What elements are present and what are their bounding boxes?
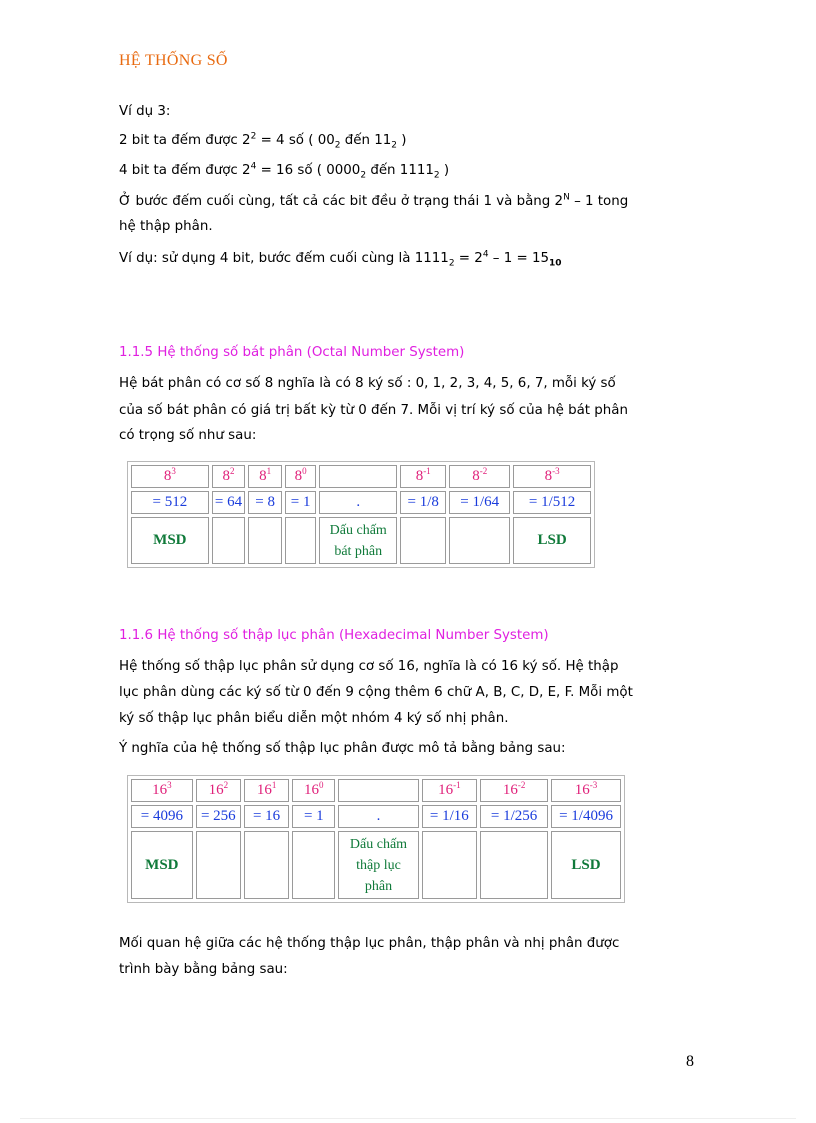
octal-weight-table <box>127 461 595 568</box>
closing-paragraph-line-2: trình bày bằng bảng sau: <box>119 962 288 977</box>
example-title: Ví dụ 3: <box>119 104 171 119</box>
example-line-usage: Ví dụ: sử dụng 4 bit, bước đếm cuối cùng là $1111_2 = 2^4 - 1 = 15_{10}$ <box>119 249 562 269</box>
closing-paragraph-line-1: Mối quan hệ giữa các hệ thống thập lục phân, thập phân và nhị phân được <box>119 936 620 951</box>
octal-paragraph-line-3: có trọng số như sau: <box>119 428 257 443</box>
power-row <box>131 465 591 488</box>
empty-cell <box>400 517 446 564</box>
power-cell: $8^0$ <box>285 465 317 488</box>
point-header-cell <box>338 779 418 802</box>
hex-paragraph-line-2: lục phân dùng các ký số từ 0 đến 9 cộng thêm 6 chữ A, B, C, D, E, F. Mỗi một <box>119 685 633 700</box>
value-cell: = 1/4096 <box>551 805 621 828</box>
power-cell: $8^{-2}$ <box>449 465 510 488</box>
value-cell: = 1 <box>292 805 335 828</box>
empty-cell <box>212 517 246 564</box>
empty-cell <box>422 831 478 899</box>
value-cell: = 16 <box>244 805 289 828</box>
empty-cell <box>248 517 282 564</box>
msd-label: MSD <box>131 517 209 564</box>
hex-weight-table <box>127 775 625 903</box>
power-cell: $16^3$ <box>131 779 193 802</box>
value-cell: = 1 <box>285 491 317 514</box>
value-cell: = 512 <box>131 491 209 514</box>
value-cell: = 64 <box>212 491 246 514</box>
power-row <box>131 779 621 802</box>
empty-cell <box>449 517 510 564</box>
power-cell: $16^2$ <box>196 779 241 802</box>
empty-cell <box>285 517 317 564</box>
power-cell: $8^{-1}$ <box>400 465 446 488</box>
value-row <box>131 491 591 514</box>
value-cell: = 1/256 <box>480 805 548 828</box>
power-cell: $16^{-3}$ <box>551 779 621 802</box>
empty-cell <box>244 831 289 899</box>
octal-paragraph-line-2: của số bát phân có giá trị bất kỳ từ 0 đến 7. Mỗi vị trí ký số của hệ bát phân <box>119 403 628 418</box>
page-number: 8 <box>686 1053 694 1070</box>
value-cell: = 8 <box>248 491 282 514</box>
value-cell: = 1/16 <box>422 805 478 828</box>
octal-paragraph-line-1: Hệ bát phân có cơ số 8 nghĩa là có 8 ký số : 0, 1, 2, 3, 4, 5, 6, 7, mỗi ký số <box>119 376 616 391</box>
example-line-decimal: hệ thập phân. <box>119 219 213 234</box>
empty-cell <box>480 831 548 899</box>
value-cell: = 1/512 <box>513 491 591 514</box>
value-cell: = 1/8 <box>400 491 446 514</box>
point-value-cell: . <box>319 491 397 514</box>
significance-row <box>131 831 621 899</box>
empty-cell <box>196 831 241 899</box>
example-line-last-step: Ở bước đếm cuối cùng, tất cả các bit đều ở trạng thái 1 và bằng $2^N - 1$ tong <box>119 192 629 209</box>
power-cell: $8^2$ <box>212 465 246 488</box>
example-line-4bit: 4 bit ta đếm được $2^4 = 16$ số ( $0000_2$ đến $1111_2$ ) <box>119 161 450 181</box>
power-cell: $8^3$ <box>131 465 209 488</box>
octal-point-label: Dấu chấm bát phân <box>319 517 397 564</box>
value-row <box>131 805 621 828</box>
power-cell: $8^1$ <box>248 465 282 488</box>
power-cell: $8^{-3}$ <box>513 465 591 488</box>
empty-cell <box>292 831 335 899</box>
page-bottom-divider <box>20 1118 796 1119</box>
hex-paragraph-line-3: ký số thập lục phân biểu diễn một nhóm 4 ký số nhị phân. <box>119 711 509 726</box>
hex-paragraph-line-4: Ý nghĩa của hệ thống số thập lục phân được mô tả bằng bảng sau: <box>119 741 566 756</box>
point-value-cell: . <box>338 805 418 828</box>
value-cell: = 1/64 <box>449 491 510 514</box>
significance-row <box>131 517 591 564</box>
lsd-label: LSD <box>551 831 621 899</box>
value-cell: = 4096 <box>131 805 193 828</box>
point-header-cell <box>319 465 397 488</box>
running-header: HỆ THỐNG SỐ <box>119 52 228 69</box>
example-line-2bit: 2 bit ta đếm được $2^2 = 4$ số ( $00_2$ đến $11_2$ ) <box>119 131 407 151</box>
lsd-label: LSD <box>513 517 591 564</box>
power-cell: $16^{-1}$ <box>422 779 478 802</box>
power-cell: $16^{-2}$ <box>480 779 548 802</box>
hex-paragraph-line-1: Hệ thống số thập lục phân sử dụng cơ số 16, nghĩa là có 16 ký số. Hệ thập <box>119 659 619 674</box>
power-cell: $16^0$ <box>292 779 335 802</box>
power-cell: $16^1$ <box>244 779 289 802</box>
value-cell: = 256 <box>196 805 241 828</box>
hex-point-label: Dấu chấm thập lục phân <box>338 831 418 899</box>
msd-label: MSD <box>131 831 193 899</box>
octal-heading: 1.1.5 Hệ thống số bát phân (Octal Number System) <box>119 345 465 360</box>
hex-heading: 1.1.6 Hệ thống số thập lục phân (Hexadecimal Number System) <box>119 628 549 643</box>
